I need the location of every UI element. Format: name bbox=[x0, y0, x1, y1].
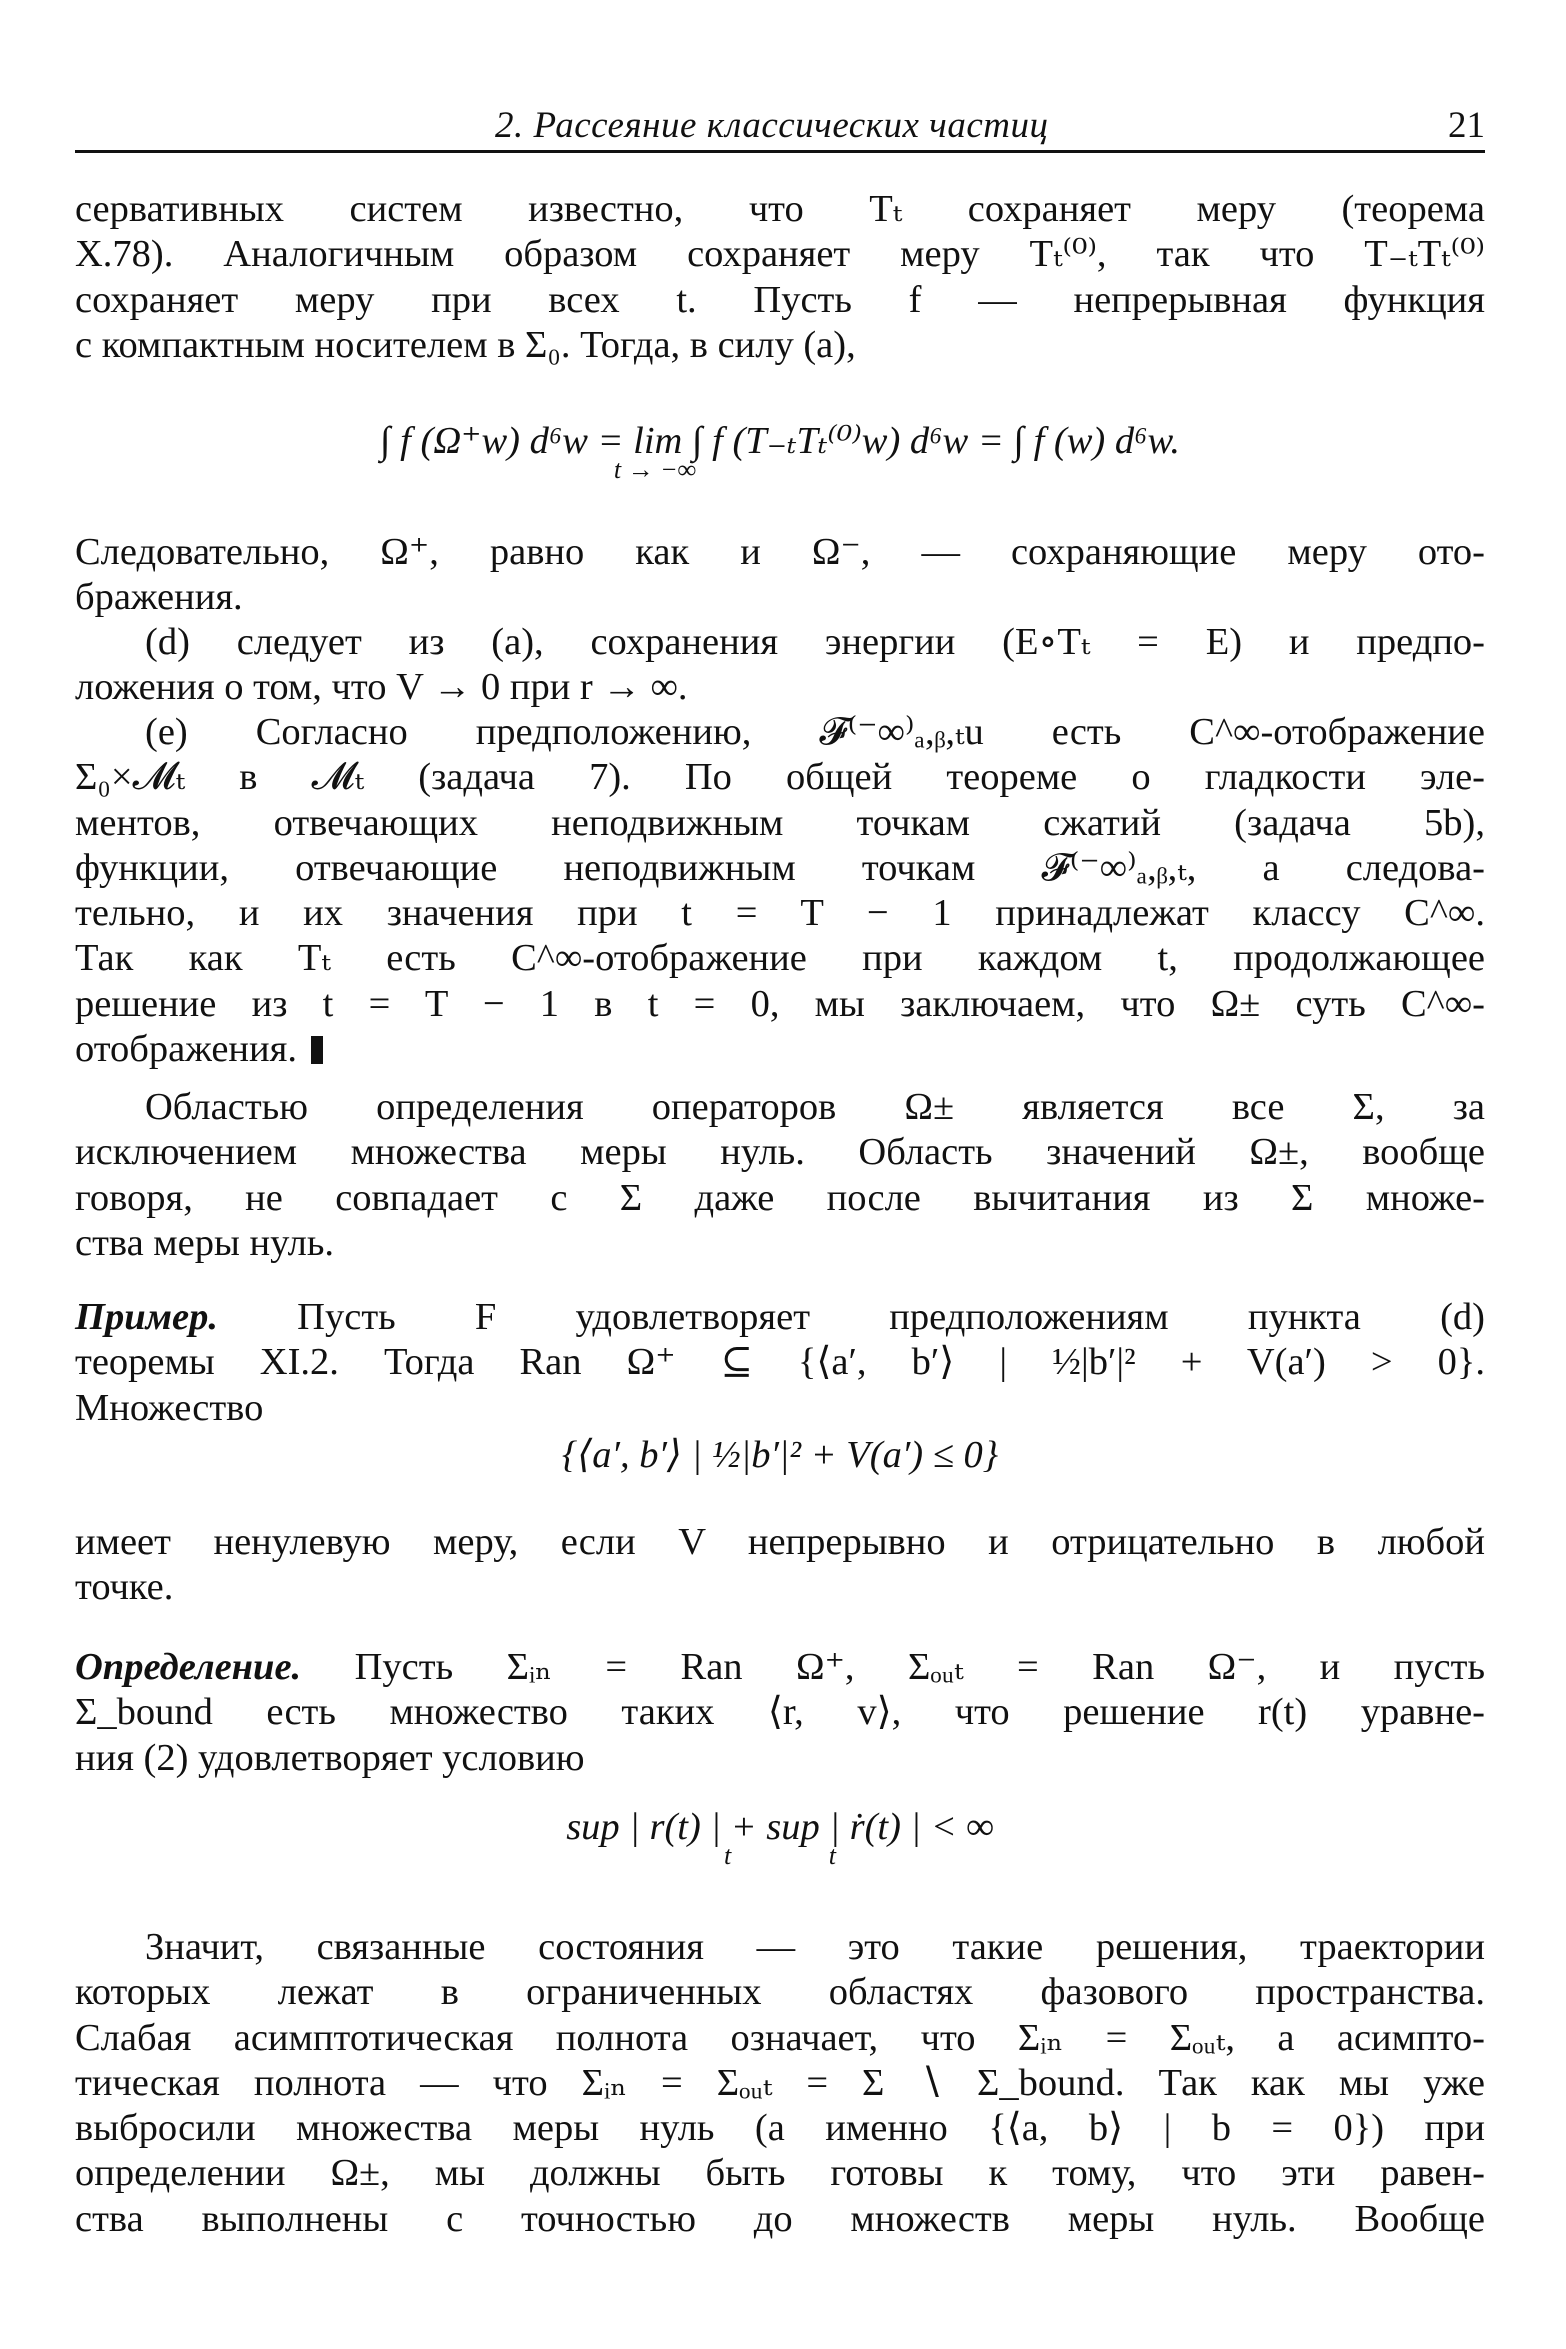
end-of-proof-icon bbox=[311, 1036, 323, 1064]
formula-text: {⟨a′, b′⟩ | ½|b′|² + V(a′) ≤ 0} bbox=[561, 1434, 999, 1476]
paragraph-item-d bbox=[75, 620, 1485, 711]
text-line: тельно, и их значения при t = T − 1 принадлежат классу C^∞. bbox=[75, 892, 1485, 935]
definition-heading: Определение. bbox=[75, 1646, 302, 1688]
paragraph-measure-preservation bbox=[75, 187, 1485, 368]
example-heading: Пример. bbox=[75, 1296, 218, 1338]
text-line bbox=[75, 1645, 1485, 1690]
definition-first-line: Пусть Σᵢₙ = Ran Ω⁺, Σₒᵤₜ = Ran Ω⁻, и пусть bbox=[301, 1646, 1485, 1688]
text-line: бражения. bbox=[75, 576, 243, 619]
text-line: Σ₀×𝓜ₜ в 𝓜ₜ (задача 7). По общей теореме о гладкости эле- bbox=[75, 756, 1485, 799]
text-line: сервативных систем известно, что Tₜ сохраняет меру (теорема bbox=[75, 188, 1485, 230]
formula-sup-condition bbox=[75, 1805, 1485, 1871]
text-line: Так как Tₜ есть C^∞-отображение при каждом t, продолжающее bbox=[75, 937, 1485, 980]
text-line: выбросили множества меры нуль (а именно {⟨a, b⟩ | b = 0}) при bbox=[75, 2107, 1485, 2150]
text-line: которых лежат в ограниченных областях фазового пространства. bbox=[75, 1971, 1485, 2014]
text-line: X.78). Аналогичным образом сохраняет меру Tₜ⁽⁰⁾, так что T₋ₜTₜ⁽⁰⁾ bbox=[75, 233, 1485, 276]
formula-text: sup | r(t) | + sup | ṙ(t) | < ∞ bbox=[566, 1806, 994, 1848]
text-line: (d) следует из (a), сохранения энергии (E∘Tₜ = E) и предпо- bbox=[145, 621, 1485, 663]
text-line bbox=[75, 1295, 1485, 1340]
paragraph-nonzero-measure bbox=[75, 1520, 1485, 1611]
text-line: решение из t = T − 1 в t = 0, мы заключаем, что Ω± суть C^∞- bbox=[75, 982, 1485, 1025]
paragraph-domain bbox=[75, 1085, 1485, 1266]
running-header bbox=[75, 104, 1485, 156]
text-line: точке. bbox=[75, 1566, 174, 1609]
text-line bbox=[75, 1027, 1485, 1072]
text-line: Слабая асимптотическая полнота означает, что Σᵢₙ = Σₒᵤₜ, а асимпто- bbox=[75, 2016, 1485, 2059]
paragraph-definition bbox=[75, 1645, 1485, 1781]
paragraph-bound-states bbox=[75, 1925, 1485, 2242]
text-line: Областью определения операторов Ω± является все Σ, за bbox=[145, 1086, 1485, 1128]
text-line: определении Ω±, мы должны быть готовы к тому, что эти равен- bbox=[75, 2152, 1485, 2195]
text-line: имеет ненулевую меру, если V непрерывно и отрицательно в любой bbox=[75, 1521, 1485, 1563]
chapter-title: 2. Рассеяние классических частиц bbox=[495, 105, 1049, 146]
text-line: сохраняет меру при всех t. Пусть f — непрерывная функция bbox=[75, 278, 1485, 321]
text-line: Следовательно, Ω⁺, равно как и Ω⁻, — сохраняющие меру ото- bbox=[75, 531, 1485, 573]
text-line: функции, отвечающие неподвижным точкам 𝓕⁽⁻∞⁾ₐ,ᵦ,ₜ, а следова- bbox=[75, 846, 1485, 889]
example-first-line: Пусть F удовлетворяет предположениям пункта (d) bbox=[217, 1296, 1485, 1338]
paragraph-example bbox=[75, 1295, 1485, 1431]
text-line: с компактным носителем в Σ₀. Тогда, в силу (a), bbox=[75, 323, 856, 366]
text-line: ментов, отвечающих неподвижным точкам сжатий (задача 5b), bbox=[75, 801, 1485, 844]
formula-sup-subscripts: t t bbox=[724, 1841, 836, 1870]
text-line: Σ_bound есть множество таких ⟨r, v⟩, что решение r(t) уравне- bbox=[75, 1691, 1485, 1734]
header-rule bbox=[75, 150, 1485, 153]
text-line: ложения о том, что V → 0 при r → ∞. bbox=[75, 666, 688, 709]
text-line: ства выполнены с точностью до множеств меры нуль. Вообще bbox=[75, 2197, 1485, 2240]
text-line: тическая полнота — что Σᵢₙ = Σₒᵤₜ = Σ ∖ Σ_bound. Так как мы уже bbox=[75, 2061, 1485, 2104]
text-line: ния (2) удовлетворяет условию bbox=[75, 1736, 585, 1779]
text-line: Значит, связанные состояния — это такие решения, траектории bbox=[145, 1926, 1485, 1968]
paragraph-consequence bbox=[75, 530, 1485, 621]
text-line: ства меры нуль. bbox=[75, 1221, 335, 1264]
formula-integral-limit bbox=[75, 418, 1485, 485]
book-page bbox=[75, 0, 1485, 2349]
page-number: 21 bbox=[1448, 105, 1485, 146]
formula-text: ∫ f (Ω⁺w) d⁶w = lim ∫ f (T₋ₜTₜ⁽⁰⁾w) d⁶w = ∫ f (w) d⁶w. bbox=[380, 420, 1180, 462]
formula-set bbox=[75, 1432, 1485, 1477]
text-line: (e) Согласно предположению, 𝓕⁽⁻∞⁾ₐ,ᵦ,ₜu есть C^∞-отображение bbox=[145, 711, 1485, 753]
text-line: Множество bbox=[75, 1386, 264, 1429]
text-line: говоря, не совпадает с Σ даже после вычитания из Σ множе- bbox=[75, 1176, 1485, 1219]
formula-limit-subscript: t → −∞ bbox=[613, 455, 697, 484]
text-line-content: отображения. bbox=[75, 1028, 297, 1071]
text-line: исключением множества меры нуль. Область значений Ω±, вообще bbox=[75, 1131, 1485, 1174]
paragraph-item-e bbox=[75, 710, 1485, 1072]
text-line: теоремы XI.2. Тогда Ran Ω⁺ ⊆ {⟨a′, b′⟩ | ½|b′|² + V(a′) > 0}. bbox=[75, 1341, 1485, 1384]
